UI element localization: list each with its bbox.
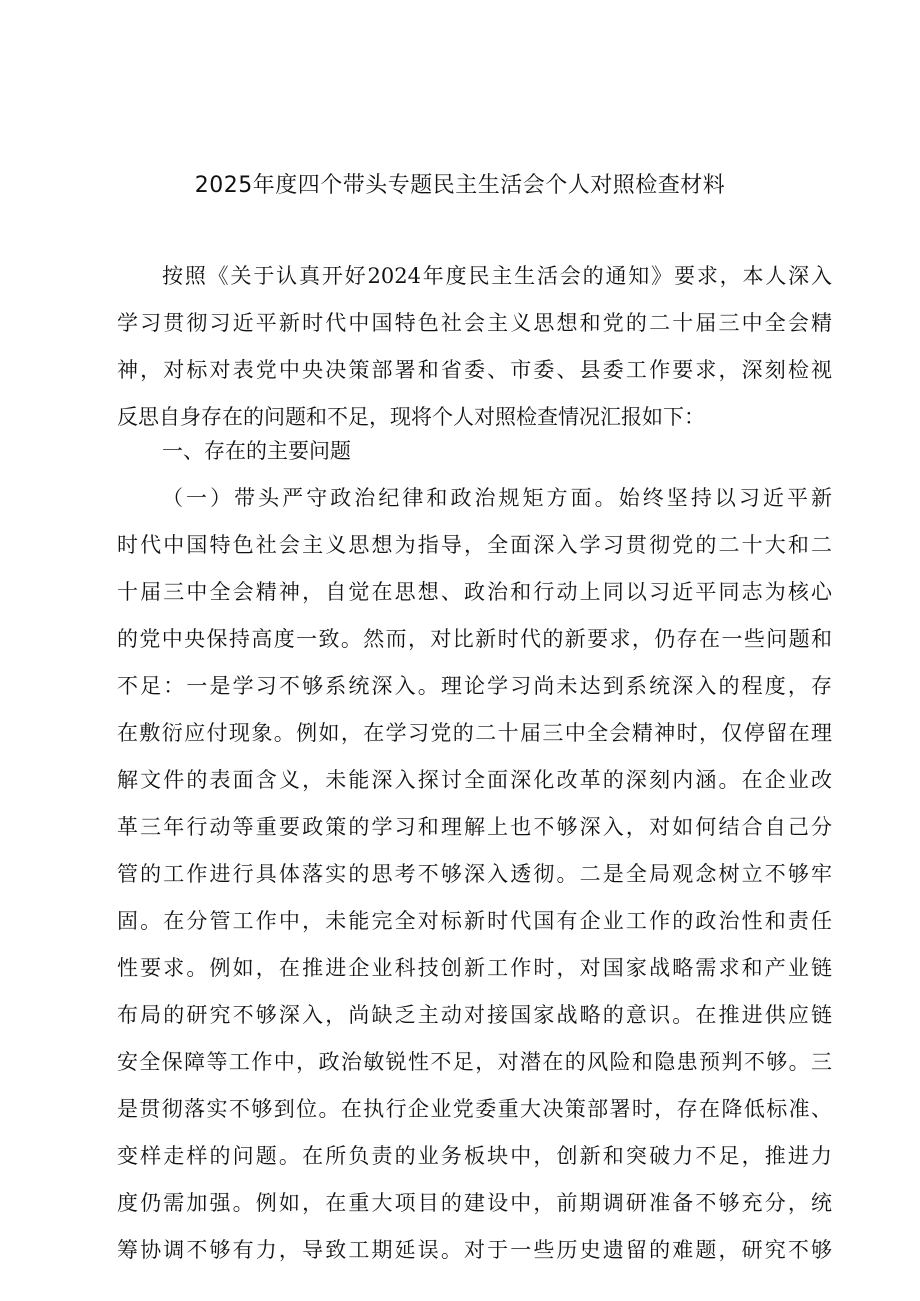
body-line: 解文件的表面含义，未能深入探讨全面深化改革的深刻内涵。在企业改 <box>117 768 832 792</box>
body-line: 不足：一是学习不够系统深入。理论学习尚未达到系统深入的程度，存 <box>117 674 832 698</box>
body-line: 固。在分管工作中，未能完全对标新时代国有企业工作的政治性和责任 <box>117 909 832 933</box>
body-line: 性要求。例如，在推进企业科技创新工作时，对国家战略需求和产业链 <box>117 956 832 980</box>
document-title: 2025年度四个带头专题民主生活会个人对照检查材料 <box>194 173 726 198</box>
intro-line: 神，对标对表党中央决策部署和省委、市委、县委工作要求，深刻检视 <box>117 358 832 382</box>
body-line: 在敷衍应付现象。例如，在学习党的二十届三中全会精神时，仅停留在理 <box>117 721 832 745</box>
body-line: 是贯彻落实不够到位。在执行企业党委重大决策部署时，存在降低标准、 <box>117 1097 832 1121</box>
body-line: 变样走样的问题。在所负责的业务板块中，创新和突破力不足，推进力 <box>117 1144 832 1168</box>
body-line: 的党中央保持高度一致。然而，对比新时代的新要求，仍存在一些问题和 <box>117 627 832 651</box>
intro-line: 按照《关于认真开好2024年度民主生活会的通知》要求，本人深入 <box>162 264 832 288</box>
section-heading: 一、存在的主要问题 <box>162 439 351 463</box>
intro-line: 反思自身存在的问题和不足，现将个人对照检查情况汇报如下： <box>117 405 705 429</box>
body-line: 布局的研究不够深入，尚缺乏主动对接国家战略的意识。在推进供应链 <box>117 1003 832 1027</box>
body-line: 十届三中全会精神，自觉在思想、政治和行动上同以习近平同志为核心 <box>117 580 832 604</box>
body-line: 时代中国特色社会主义思想为指导，全面深入学习贯彻党的二十大和二 <box>117 533 832 557</box>
intro-line: 学习贯彻习近平新时代中国特色社会主义思想和党的二十届三中全会精 <box>117 311 832 335</box>
body-line: 度仍需加强。例如，在重大项目的建设中，前期调研准备不够充分，统 <box>117 1191 832 1215</box>
body-line: 筹协调不够有力，导致工期延误。对于一些历史遗留的难题，研究不够 <box>117 1238 832 1262</box>
body-line: 革三年行动等重要政策的学习和理解上也不够深入，对如何结合自己分 <box>117 815 832 839</box>
body-line: （一）带头严守政治纪律和政治规矩方面。始终坚持以习近平新 <box>162 486 832 510</box>
body-line: 管的工作进行具体落实的思考不够深入透彻。二是全局观念树立不够牢 <box>117 862 832 886</box>
body-line: 安全保障等工作中，政治敏锐性不足，对潜在的风险和隐患预判不够。三 <box>117 1050 832 1074</box>
